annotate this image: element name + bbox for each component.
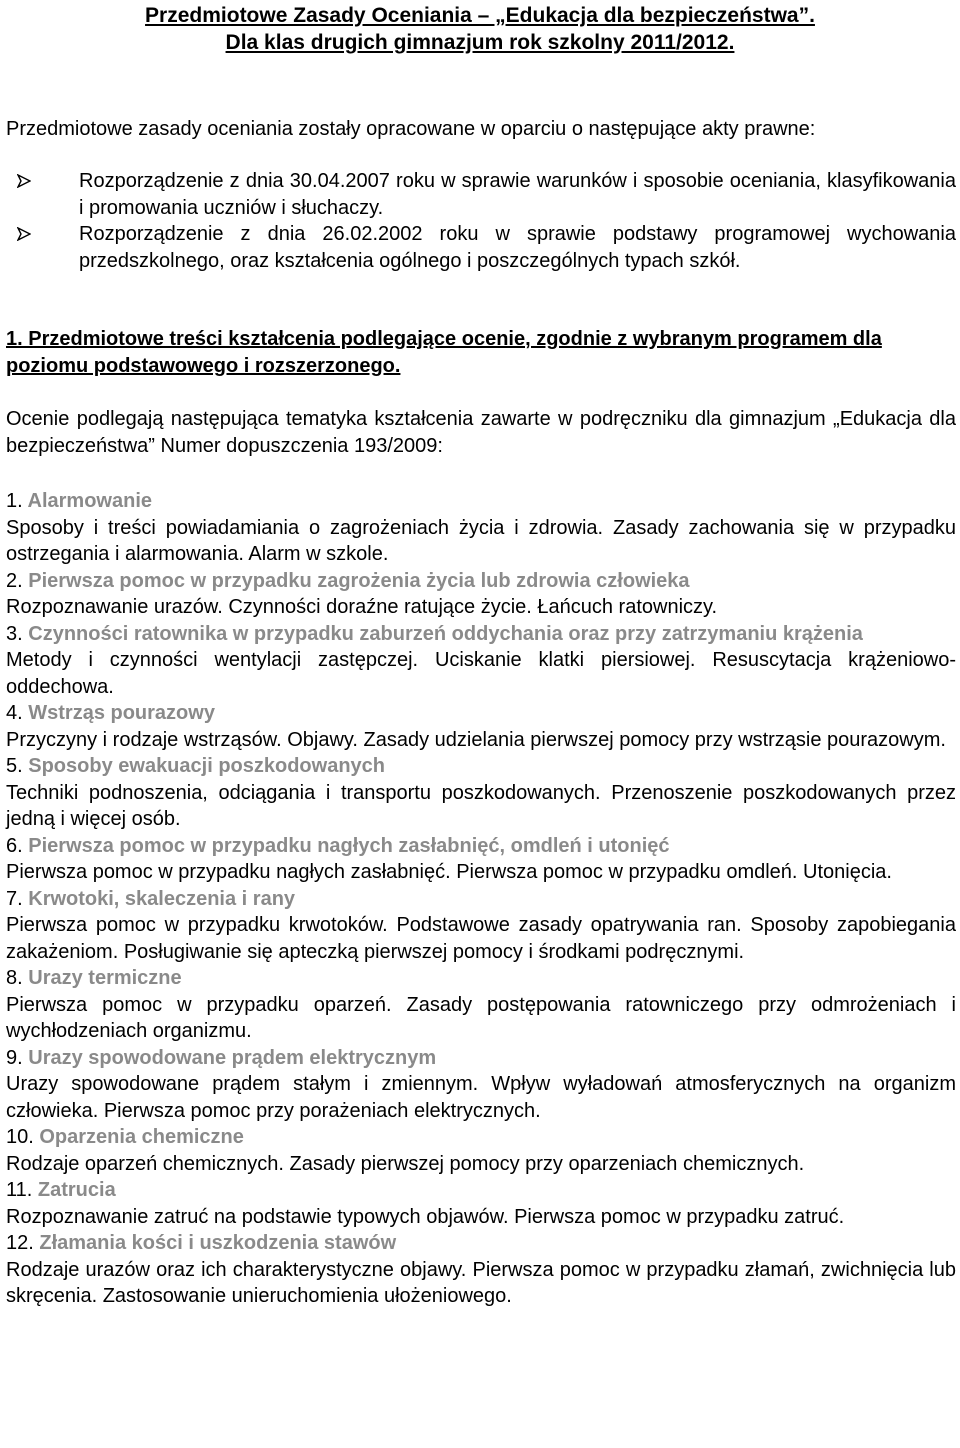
topic-title — [6, 1124, 956, 1151]
topic-text: Pierwsza pomoc w przypadku nagłych zasłabnięć. Pierwsza pomoc w przypadku omdleń. Utonięcia. — [6, 861, 892, 883]
topic-name: Wstrząs pourazowy — [28, 702, 215, 724]
intro-paragraph: Przedmiotowe zasady oceniania zostały opracowane w oparciu o następujące akty prawne: — [6, 118, 816, 140]
list-item — [79, 221, 956, 274]
topic-name: Urazy spowodowane prądem elektrycznym — [28, 1046, 437, 1069]
topic-name: Zatrucia — [37, 1179, 116, 1201]
topic-number: 10. — [6, 1126, 34, 1148]
topic-text: Rodzaje oparzeń chemicznych. Zasady pierwszej pomocy przy oparzeniach chemicznych. — [6, 1152, 805, 1175]
topic-number: 2. — [6, 569, 23, 592]
topic-text: Urazy spowodowane prądem stałym i zmiennym. Wpływ wyładowań atmosferycznych na organizm człowieka. Pierwsza pomoc przy porażeniach elektrycznych. — [6, 1073, 956, 1122]
topic-item — [6, 1124, 956, 1177]
topic-number: 3. — [6, 622, 23, 645]
topic-title — [6, 886, 956, 913]
topic-title — [6, 568, 956, 595]
topic-item — [6, 1230, 956, 1310]
topic-number: 11. — [6, 1179, 33, 1201]
topic-title — [6, 488, 956, 515]
topic-text: Pierwsza pomoc w przypadku krwotoków. Podstawowe zasady opatrywania ran. Sposoby zapobiegania zakażeniom. Posługiwanie się apteczką pierwszej pomocy i środkami podręcznymi. — [6, 914, 956, 963]
topic-name: Alarmowanie — [27, 490, 152, 512]
topic-text: Przyczyny i rodzaje wstrząsów. Objawy. Zasady udzielania pierwszej pomocy przy wstrząsie pourazowym. — [6, 728, 946, 751]
legal-act-text: Rozporządzenie z dnia 30.04.2007 roku w sprawie warunków i sposobie oceniania, klasyfikowania i promowania uczniów i słuchaczy. — [79, 170, 956, 219]
topic-title — [6, 1230, 956, 1257]
legal-act-text: Rozporządzenie z dnia 26.02.2002 roku w sprawie podstawy programowej wychowania przedszkolnego, oraz kształcenia ogólnego i poszczególnych typach szkół. — [79, 223, 956, 272]
topic-text: Metody i czynności wentylacji zastępczej. Uciskanie klatki piersiowej. Resuscytacja krążeniowo-oddechowa. — [6, 649, 956, 698]
topic-title — [6, 621, 956, 648]
topic-item — [6, 621, 956, 701]
topic-text: Pierwsza pomoc w przypadku oparzeń. Zasady postępowania ratowniczego przy odmrożeniach i wychłodzeniach organizmu. — [6, 993, 956, 1042]
title-line-2: Dla klas drugich gimnazjum rok szkolny 2011/2012. — [225, 31, 735, 54]
topic-text: Rodzaje urazów oraz ich charakterystyczne objawy. Pierwsza pomoc w przypadku złamań, zwichnięcia lub skręcenia. Zastosowanie unieruchomienia ułożeniowego. — [6, 1258, 956, 1307]
section-intro: Ocenie podlegają następująca tematyka kształcenia zawarte w podręczniku dla gimnazjum „Edukacja dla bezpieczeństwa” Numer dopuszczenia 193/2009: — [6, 408, 956, 457]
topic-item — [6, 488, 956, 568]
topic-number: 7. — [6, 887, 23, 910]
title-line-1: Przedmiotowe Zasady Oceniania – „Edukacja dla bezpieczeństwa”. — [145, 4, 815, 27]
topic-title — [6, 753, 956, 780]
topic-name: Pierwsza pomoc w przypadku nagłych zasłabnięć, omdleń i utonięć — [28, 834, 670, 857]
topic-text: Techniki podnoszenia, odciągania i transportu poszkodowanych. Przenoszenie poszkodowanych przez jedną i więcej osób. — [6, 781, 956, 830]
topic-name: Krwotoki, skaleczenia i rany — [28, 887, 296, 910]
topic-name: Sposoby ewakuacji poszkodowanych — [28, 755, 386, 777]
topics-list — [6, 488, 956, 1310]
topic-number: 5. — [6, 755, 23, 777]
arrowhead-bullet-icon — [17, 174, 31, 188]
topic-item — [6, 833, 956, 886]
topic-number: 9. — [6, 1046, 23, 1069]
topic-title — [6, 700, 956, 727]
section-heading: 1. Przedmiotowe treści kształcenia podlegające ocenie, zgodnie z wybranym programem dla poziomu podstawowego i rozszerzonego. — [6, 328, 882, 377]
topic-title — [6, 1045, 956, 1072]
topic-item — [6, 1045, 956, 1125]
topic-title — [6, 1177, 956, 1204]
list-item — [79, 168, 956, 221]
topic-number: 12. — [6, 1232, 34, 1254]
topic-item — [6, 1177, 956, 1230]
topic-title — [6, 965, 956, 992]
topic-title — [6, 833, 956, 860]
topic-text: Sposoby i treści powiadamiania o zagrożeniach życia i zdrowia. Zasady zachowania się w przypadku ostrzegania i alarmowania. Alarm w szkole. — [6, 516, 956, 565]
topic-number: 8. — [6, 967, 23, 989]
arrowhead-bullet-icon — [17, 227, 31, 241]
document-title — [0, 2, 960, 56]
topic-name: Złamania kości i uszkodzenia stawów — [39, 1232, 397, 1254]
topic-item — [6, 965, 956, 1045]
topic-name: Urazy termiczne — [28, 967, 182, 989]
topic-name: Czynności ratownika w przypadku zaburzeń oddychania oraz przy zatrzymaniu krążenia — [28, 622, 863, 645]
legal-acts-list — [79, 168, 956, 274]
topic-text: Rozpoznawanie urazów. Czynności doraźne ratujące życie. Łańcuch ratowniczy. — [6, 596, 718, 618]
topic-number: 4. — [6, 702, 23, 724]
topic-number: 6. — [6, 834, 23, 857]
topic-item — [6, 700, 956, 753]
topic-name: Pierwsza pomoc w przypadku zagrożenia życia lub zdrowia człowieka — [28, 569, 690, 592]
topic-item — [6, 753, 956, 833]
topic-item — [6, 886, 956, 966]
topic-number: 1. — [6, 490, 23, 512]
topic-name: Oparzenia chemiczne — [39, 1126, 244, 1148]
topic-item — [6, 568, 956, 621]
topic-text: Rozpoznawanie zatruć na podstawie typowych objawów. Pierwsza pomoc w przypadku zatruć. — [6, 1205, 845, 1228]
